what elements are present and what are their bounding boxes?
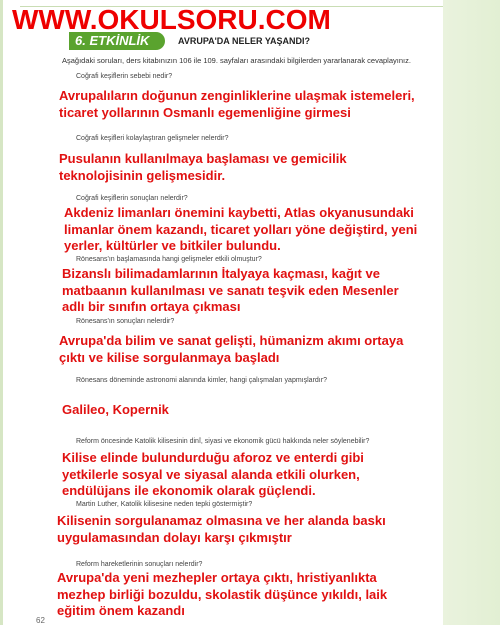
- page-margin-bar: [443, 0, 500, 625]
- question-3: Coğrafi keşiflerin sonuçları nelerdir?: [76, 195, 188, 202]
- answer-line: adlı bir sınıfın ortaya çıkması: [62, 299, 241, 314]
- answer-1: [59, 88, 415, 121]
- question-8: Martin Luther, Katolik kilisesine neden tepki göstermiştir?: [76, 501, 253, 508]
- question-2: Coğrafi keşifleri kolaylaştıran gelişmeler nelerdir?: [76, 135, 229, 142]
- activity-instructions: Aşağıdaki soruları, ders kitabınızın 106 ile 109. sayfaları arasındaki bilgilerden yararlanarak cevaplayınız.: [62, 56, 411, 65]
- page-number: 62: [36, 616, 45, 625]
- question-5: Rönesans'ın sonuçları nelerdir?: [76, 318, 175, 325]
- answer-line: Kilise elinde bulundurduğu aforoz ve enterdi gibi: [62, 450, 364, 465]
- answer-line: Avrupa'da yeni mezhepler ortaya çıktı, hristiyanlıkta: [57, 570, 377, 585]
- answer-line: eğitim önem kazandı: [57, 603, 185, 618]
- answer-4: [62, 266, 399, 316]
- answer-line: endülüjans ile ekonomik olarak güçlendi.: [62, 483, 316, 498]
- answer-9: [57, 570, 387, 620]
- answer-line: Pusulanın kullanılmaya başlaması ve gemicilik: [59, 151, 347, 166]
- answer-line: Galileo, Kopernik: [62, 402, 169, 417]
- activity-badge-label: 6. ETKİNLİK: [75, 33, 150, 48]
- answer-line: çıktı ve kilise sorgulanmaya başladı: [59, 349, 280, 365]
- site-watermark: WWW.OKULSORU.COM: [12, 4, 331, 35]
- answer-line: ticaret yollarının Osmanlı egemenliğine girmesi: [59, 104, 351, 120]
- activity-title: AVRUPA'DA NELER YAŞANDI?: [178, 36, 310, 46]
- answer-line: Kilisenin sorgulanamaz olmasına ve her alanda baskı: [57, 513, 386, 528]
- question-6: Rönesans döneminde astronomi alanında kimler, hangi çalışmaları yapmışlardır?: [76, 377, 327, 384]
- answer-line: matbaanın kullanılması ve sanatı teşvik eden Mesenler: [62, 282, 399, 298]
- answer-line: uygulamasından dolayı karşı çıkmıştır: [57, 529, 292, 545]
- answer-8: [57, 513, 386, 546]
- answer-5: [59, 333, 403, 366]
- answer-line: Avrupalıların doğunun zenginliklerine ulaşmak istemeleri,: [59, 88, 415, 103]
- page-left-edge: [0, 0, 3, 625]
- answer-line: mezhep birliği bozuldu, skolastik düşünce yıkıldı, laik: [57, 586, 388, 602]
- answer-2: [59, 151, 347, 184]
- answer-line: Avrupa'da bilim ve sanat gelişti, hümanizm akımı ortaya: [59, 333, 404, 348]
- answer-line: Akdeniz limanları önemini kaybetti, Atlas okyanusundaki: [64, 205, 414, 220]
- answer-line: teknolojisinin gelişmesidir.: [59, 167, 226, 183]
- question-9: Reform hareketlerinin sonuçları nelerdir?: [76, 561, 203, 568]
- question-7: Reform öncesinde Katolik kilisesinin dinî, siyasi ve ekonomik gücü hakkında neler söylenebilir?: [76, 438, 370, 445]
- question-4: Rönesans'ın başlamasında hangi gelişmeler etkili olmuştur?: [76, 256, 262, 263]
- answer-line: yetkilerle sosyal ve siyasal alanda etkili olurken,: [62, 466, 360, 482]
- answer-line: limanlar önem kazandı, ticaret yolları yöne değiştird, yeni: [64, 221, 418, 237]
- answer-line: yerler, kültürler ve bitkiler bulundu.: [64, 238, 281, 253]
- answer-line: Bizanslı bilimadamlarının İtalyaya kaçması, kağıt ve: [62, 266, 380, 281]
- answer-6: [62, 402, 169, 419]
- question-1: Coğrafi keşiflerin sebebi nedir?: [76, 73, 173, 80]
- answer-7: [62, 450, 364, 500]
- answer-3: [64, 205, 417, 255]
